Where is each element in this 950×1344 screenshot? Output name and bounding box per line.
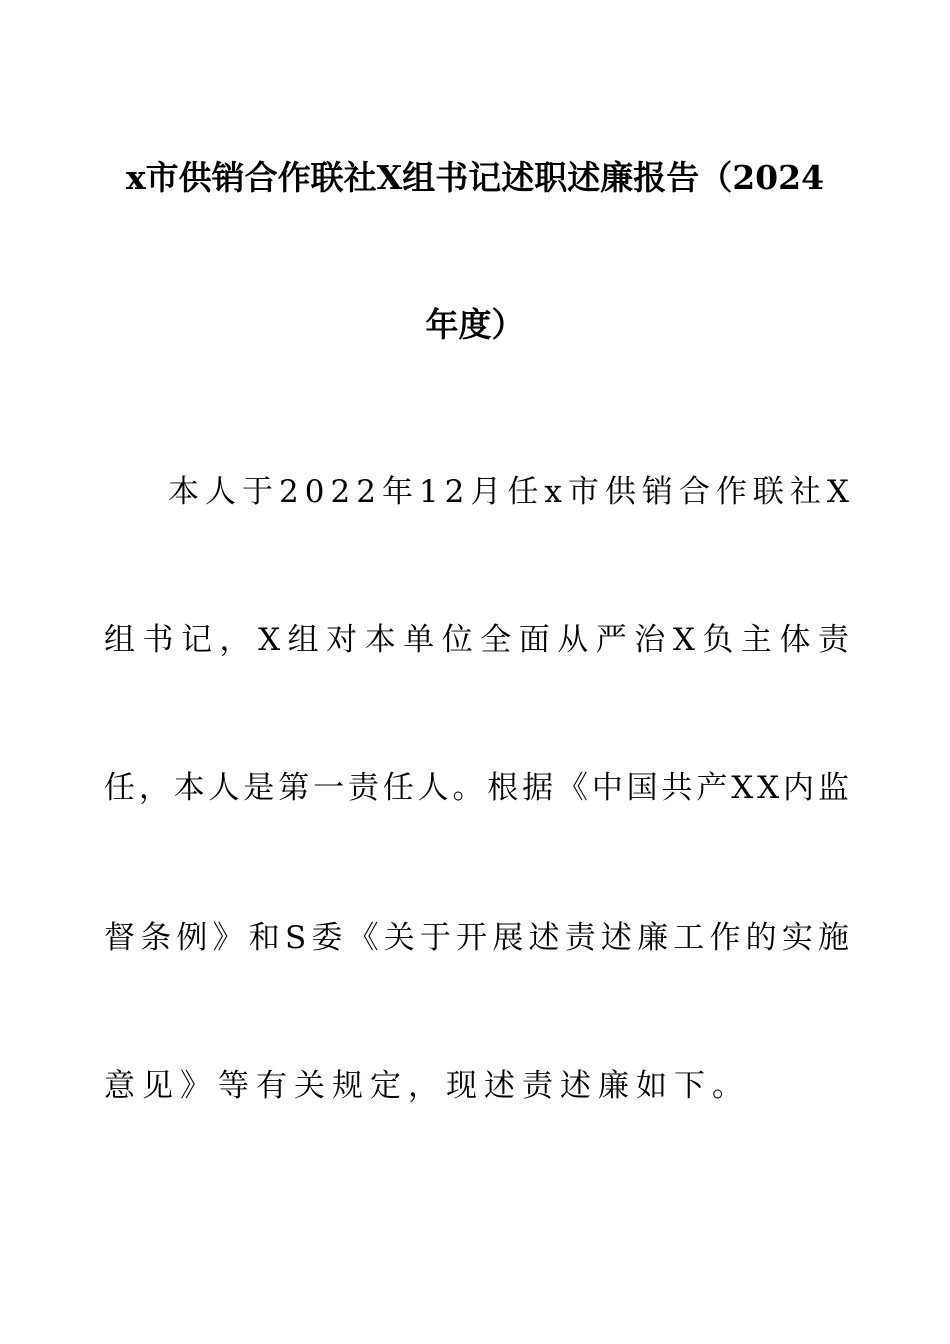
paragraph-line: 组 书 记 ， X 组 对 本 单 位 全 面 从 严 治 X 负 主 体 责: [104, 622, 849, 658]
document-title-line-1: x市供销合作联社X组书记述职述廉报告（2024: [125, 158, 825, 197]
document-title-line-2: 年度）: [425, 305, 525, 344]
paragraph-line: 督 条 例 》 和 S 委 《 关 于 开 展 述 责 述 廉 工 作 的 实 施: [104, 920, 849, 956]
paragraph-line: 本 人 于 2 0 2 2 年 1 2 月 任 x 市 供 销 合 作 联 社 X: [168, 474, 849, 510]
paragraph-line: 任 ， 本 人 是 第 一 责 任 人 。 根 据 《 中 国 共 产 X X 内 监: [104, 770, 849, 806]
paragraph-line: 意见》等有关规定，现述责述廉如下。: [104, 1068, 750, 1104]
